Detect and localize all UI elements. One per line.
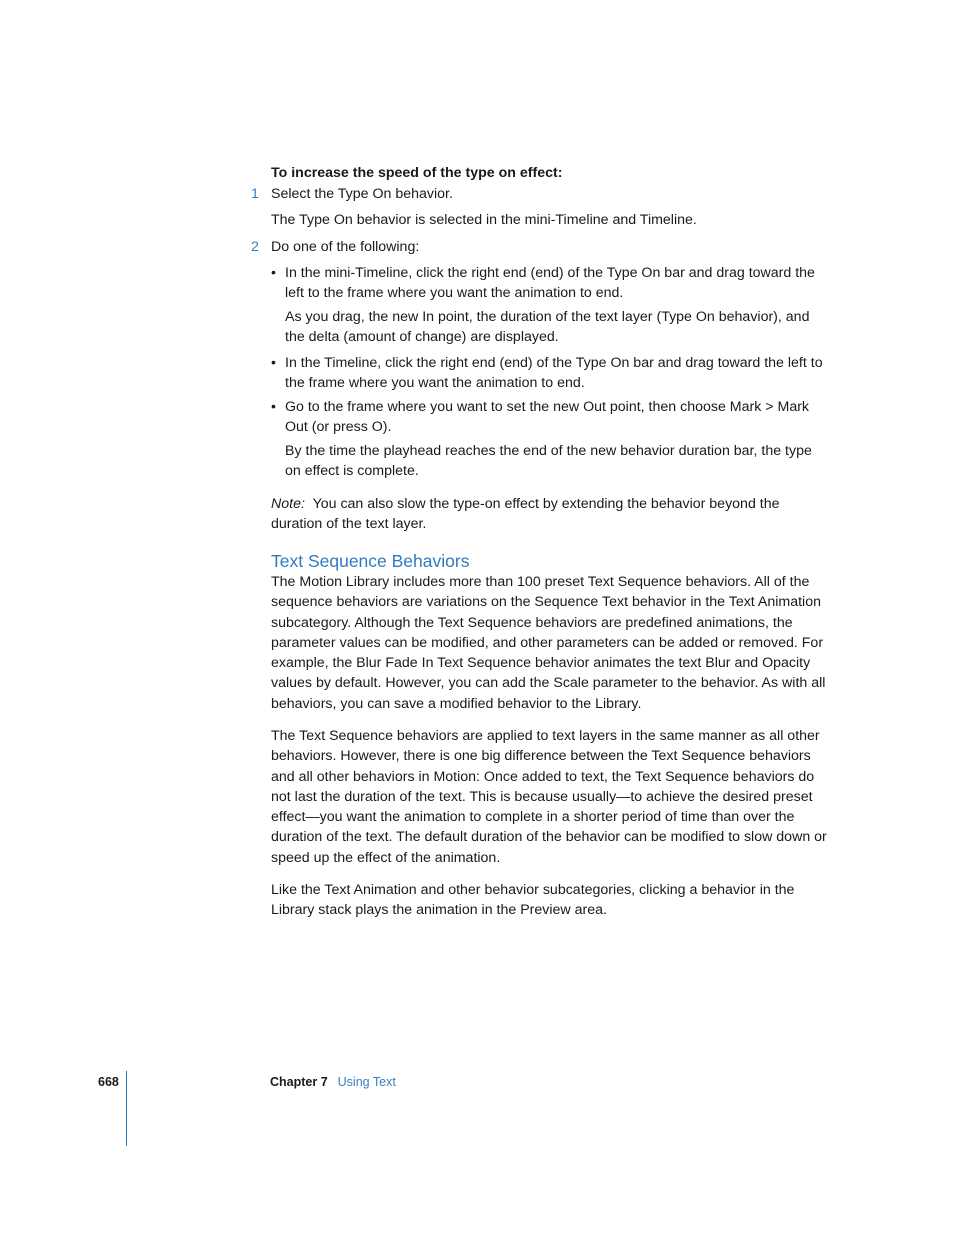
chapter-title-link[interactable]: Using Text bbox=[337, 1075, 396, 1089]
procedure-heading: To increase the speed of the type on effect: bbox=[271, 165, 563, 181]
bullet-result: As you drag, the new In point, the duration of the text layer (Type On behavior), and the delta (amount of change) are displayed. bbox=[285, 309, 810, 346]
chapter-label: Chapter 7 bbox=[270, 1075, 328, 1089]
bullet-text: In the Timeline, click the right end (end) of the Type On bar and drag toward the left to the frame where you want the animation to end. bbox=[285, 355, 823, 392]
bullet-result: By the time the playhead reaches the end of the new behavior duration bar, the type on effect is complete. bbox=[285, 443, 812, 480]
bullet-marker: • bbox=[271, 355, 276, 371]
section-paragraph: The Text Sequence behaviors are applied to text layers in the same manner as all other behaviors. However, there is one big difference between the Text Sequence behaviors and all other behaviors in Motion: Once added to text, the Text Sequence behaviors do not last the duration of the text. This is because usually—to achieve the desired preset effect—you want the animation to complete in a shorter period of time than over the duration of the text. The default duration of the behavior can be modified to slow down or speed up the effect of the animation. bbox=[271, 728, 827, 866]
footer-chapter bbox=[270, 1072, 396, 1092]
note-label: Note: bbox=[271, 496, 305, 512]
section-paragraph: The Motion Library includes more than 100 preset Text Sequence behaviors. All of the sequence behaviors are variations on the Sequence Text behavior in the Text Animation subcategory. Although the Text Sequence behaviors are predefined animations, the parameter values can be modified, and other parameters can be added or removed. For example, the Blur Fade In Text Sequence behavior animates the text Blur and Opacity values by default. However, you can add the Scale parameter to the behavior. As with all behaviors, you can save a modified behavior to the Library. bbox=[271, 574, 826, 712]
bullet-marker: • bbox=[271, 399, 276, 415]
bullet-text: In the mini-Timeline, click the right end (end) of the Type On bar and drag toward the left to the frame where you want the animation to end. bbox=[285, 265, 815, 302]
bullet-text: Go to the frame where you want to set the new Out point, then choose Mark > Mark Out (or press O). bbox=[285, 399, 810, 436]
step-text: Select the Type On behavior. bbox=[271, 186, 453, 202]
step-result: The Type On behavior is selected in the mini-Timeline and Timeline. bbox=[271, 212, 697, 228]
section-paragraph: Like the Text Animation and other behavior subcategories, clicking a behavior in the Library stack plays the animation in the Preview area. bbox=[271, 882, 795, 919]
step-text: Do one of the following: bbox=[271, 239, 420, 255]
step-number: 1 bbox=[251, 186, 259, 202]
page-number: 668 bbox=[98, 1075, 119, 1089]
step-number: 2 bbox=[251, 239, 259, 255]
section-title: Text Sequence Behaviors bbox=[271, 551, 470, 571]
footer-divider bbox=[126, 1071, 127, 1146]
note-text: You can also slow the type-on effect by extending the behavior beyond the duration of the text layer. bbox=[271, 496, 780, 533]
note bbox=[271, 494, 827, 535]
bullet-marker: • bbox=[271, 265, 276, 281]
